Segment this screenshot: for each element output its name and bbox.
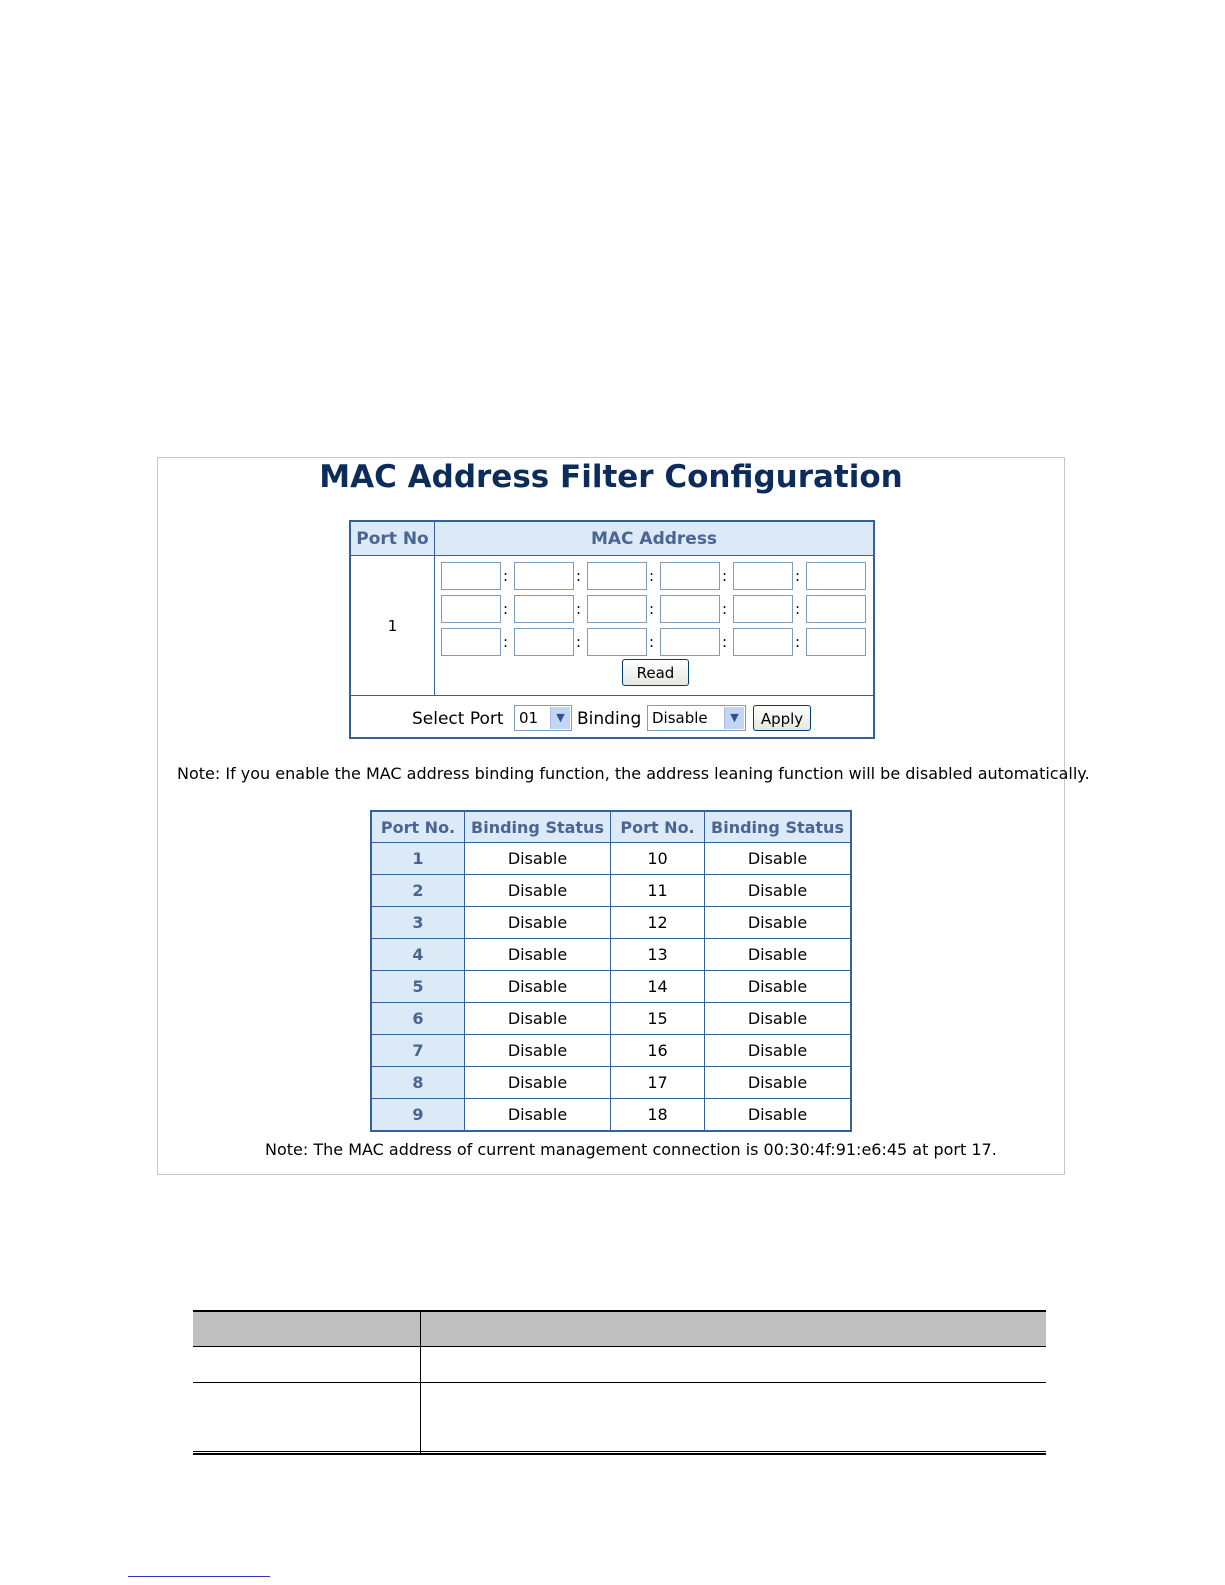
- binding-status: Disable: [705, 907, 852, 939]
- table-row: [371, 1067, 851, 1099]
- port-number: 8: [371, 1067, 465, 1099]
- binding-status: Disable: [705, 1035, 852, 1067]
- table-row: [371, 971, 851, 1003]
- binding-status: Disable: [705, 1099, 852, 1132]
- read-button[interactable]: Read: [622, 659, 689, 686]
- mac-octet-input[interactable]: [733, 562, 793, 590]
- header-port-no: Port No: [351, 522, 435, 556]
- screenshot-panel: [157, 457, 1090, 1175]
- binding-status: Disable: [465, 1099, 611, 1132]
- select-port-label: Select Port: [412, 709, 504, 729]
- mac-separator: :: [649, 600, 655, 618]
- mac-octet-input[interactable]: [806, 595, 866, 623]
- mac-octet-input[interactable]: [441, 562, 501, 590]
- port-number: 7: [371, 1035, 465, 1067]
- mac-separator: :: [649, 633, 655, 651]
- binding-status: Disable: [705, 1067, 852, 1099]
- port-number: 14: [611, 971, 705, 1003]
- port-number: 9: [371, 1099, 465, 1132]
- mac-separator: :: [795, 567, 801, 585]
- chevron-down-icon: ▼: [724, 707, 744, 729]
- page-title: MAC Address Filter Configuration: [319, 459, 903, 495]
- header-mac-address: MAC Address: [435, 522, 873, 556]
- table-row: [371, 907, 851, 939]
- apply-button[interactable]: Apply: [753, 705, 811, 731]
- mac-octet-input[interactable]: [441, 628, 501, 656]
- mac-octet-input[interactable]: [514, 628, 574, 656]
- mac-octet-input[interactable]: [660, 562, 720, 590]
- mac-separator: :: [795, 633, 801, 651]
- footer-link-underline[interactable]: [128, 1576, 270, 1577]
- mac-octet-input[interactable]: [660, 628, 720, 656]
- select-port-dropdown[interactable]: [514, 705, 572, 731]
- mac-octet-input[interactable]: [514, 562, 574, 590]
- mac-separator: :: [503, 600, 509, 618]
- binding-note: Note: If you enable the MAC address binding function, the address leaning function will be disabled automatically.: [177, 764, 1090, 783]
- port-number: 12: [611, 907, 705, 939]
- table-bottom-border: [193, 1451, 1046, 1455]
- mac-octet-input[interactable]: [806, 628, 866, 656]
- port-number: 15: [611, 1003, 705, 1035]
- port-number: 10: [611, 843, 705, 875]
- port-number: 11: [611, 875, 705, 907]
- mac-separator: :: [576, 567, 582, 585]
- binding-status: Disable: [465, 1003, 611, 1035]
- mac-octet-input[interactable]: [587, 562, 647, 590]
- select-port-value: 01: [519, 709, 539, 727]
- mac-separator: :: [649, 567, 655, 585]
- port-number: 17: [611, 1067, 705, 1099]
- port-number: 1: [371, 843, 465, 875]
- port-number: 4: [371, 939, 465, 971]
- header-binding-status-right: Binding Status: [705, 811, 852, 843]
- binding-status: Disable: [705, 1003, 852, 1035]
- chevron-down-icon: ▼: [550, 707, 570, 729]
- port-number: 5: [371, 971, 465, 1003]
- mac-separator: :: [503, 567, 509, 585]
- mac-address-cell: [435, 556, 873, 696]
- mac-octet-input[interactable]: [441, 595, 501, 623]
- binding-label: Binding: [577, 709, 642, 729]
- mac-separator: :: [576, 633, 582, 651]
- table-row: [371, 843, 851, 875]
- mac-octet-input[interactable]: [587, 628, 647, 656]
- header-port-no-right: Port No.: [611, 811, 705, 843]
- table-row: [371, 875, 851, 907]
- port-number: 3: [371, 907, 465, 939]
- binding-status: Disable: [465, 875, 611, 907]
- port-number: 16: [611, 1035, 705, 1067]
- description-table: [193, 1310, 1046, 1456]
- binding-control-row: [351, 696, 873, 737]
- binding-status-table: [370, 810, 852, 1132]
- port-number: 6: [371, 1003, 465, 1035]
- mac-config-table: [349, 520, 875, 739]
- binding-status: Disable: [705, 875, 852, 907]
- description-table-header: [193, 1310, 1046, 1346]
- table-row: [371, 1099, 851, 1132]
- status-table-header: [371, 811, 851, 843]
- binding-status: Disable: [465, 907, 611, 939]
- management-connection-note: Note: The MAC address of current management connection is 00:30:4f:91:e6:45 at port 17.: [265, 1140, 997, 1159]
- mac-octet-input[interactable]: [660, 595, 720, 623]
- mac-separator: :: [722, 567, 728, 585]
- header-port-no-left: Port No.: [371, 811, 465, 843]
- mac-separator: :: [722, 600, 728, 618]
- binding-status: Disable: [465, 939, 611, 971]
- port-number: 18: [611, 1099, 705, 1132]
- header-binding-status-left: Binding Status: [465, 811, 611, 843]
- table-row: [371, 1035, 851, 1067]
- port-number: 2: [371, 875, 465, 907]
- mac-separator: :: [576, 600, 582, 618]
- table-row: [371, 939, 851, 971]
- row-divider: [193, 1346, 1046, 1347]
- mac-octet-input[interactable]: [733, 595, 793, 623]
- mac-octet-input[interactable]: [733, 628, 793, 656]
- binding-dropdown[interactable]: [647, 705, 746, 731]
- binding-status: Disable: [705, 843, 852, 875]
- binding-status: Disable: [465, 971, 611, 1003]
- mac-octet-input[interactable]: [587, 595, 647, 623]
- binding-status: Disable: [465, 843, 611, 875]
- binding-status: Disable: [465, 1067, 611, 1099]
- row-divider: [193, 1382, 1046, 1383]
- port-number: 13: [611, 939, 705, 971]
- binding-status: Disable: [705, 971, 852, 1003]
- mac-octet-input[interactable]: [514, 595, 574, 623]
- binding-value: Disable: [652, 709, 708, 727]
- binding-status: Disable: [705, 939, 852, 971]
- mac-separator: :: [795, 600, 801, 618]
- binding-status: Disable: [465, 1035, 611, 1067]
- mac-separator: :: [722, 633, 728, 651]
- mac-octet-input[interactable]: [806, 562, 866, 590]
- mac-separator: :: [503, 633, 509, 651]
- table-row: [371, 1003, 851, 1035]
- port-number-value: 1: [351, 556, 435, 696]
